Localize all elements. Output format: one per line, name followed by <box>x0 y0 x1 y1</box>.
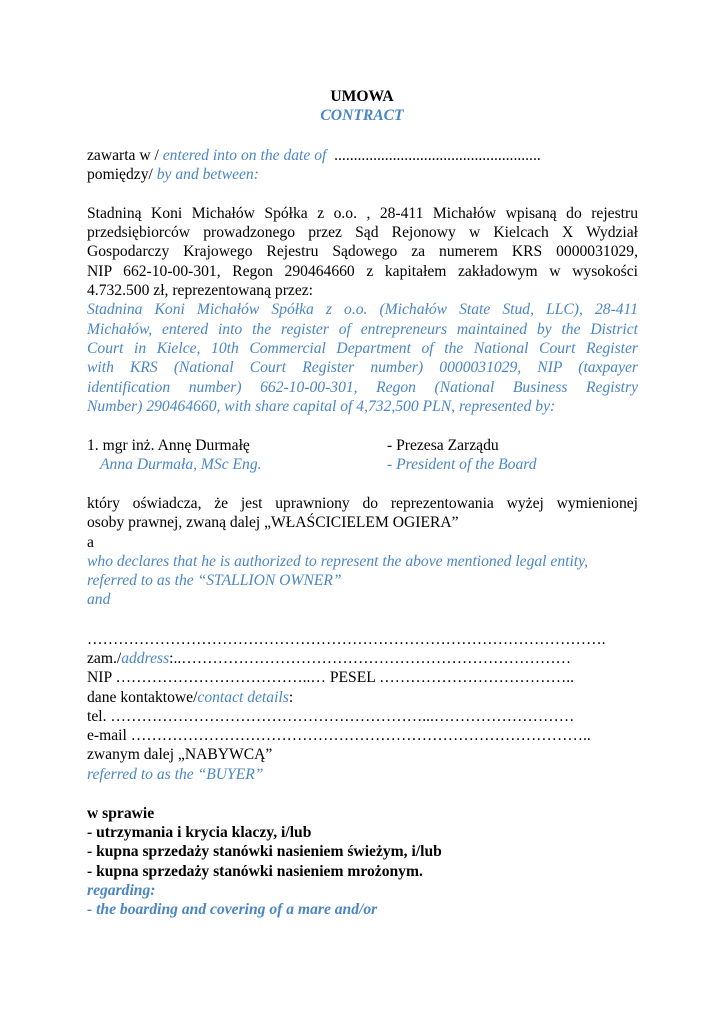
regarding-en-line: regarding: <box>87 882 156 899</box>
declaration-pl-line: osoby prawnej, zwaną dalej „WŁAŚCICIELEM OGIERA” <box>87 514 459 531</box>
contact-label-pl: dane kontaktowe/ <box>87 689 198 706</box>
party1-en-line: identification number) 662-10-00-301, Regon (National Business Registry <box>87 379 638 396</box>
regarding-pl-line: w sprawie <box>87 805 155 822</box>
buyer-address-line <box>87 649 571 668</box>
regarding-pl-line: - utrzymania i krycia klaczy, i/lub <box>87 824 312 841</box>
declaration-pl-line: który oświadcza, że jest uprawniony do reprezentowania wyżej wymienionej <box>87 495 638 512</box>
buyer-called-pl: zwanym dalej „NABYWCĄ” <box>87 746 273 763</box>
buyer-contact-line <box>87 688 293 707</box>
declaration-en-line: who declares that he is authorized to represent the above mentioned legal entity, <box>87 553 589 570</box>
date-blank: ..................................................... <box>334 147 541 164</box>
buyer-tel-line: tel. ……………………………………………………...……………………… <box>87 708 575 725</box>
between-en: by and between: <box>156 166 259 183</box>
address-label-en: address <box>121 650 170 667</box>
party1-en-line: Number) 290464660, with share capital of 4,732,500 PLN, represented by: <box>87 398 556 415</box>
address-label-pl: zam./ <box>87 650 122 667</box>
regarding-pl-line: - kupna sprzedaży stanówki nasieniem świeżym, i/lub <box>87 843 442 860</box>
representative-role-en: - President of the Board <box>387 456 537 473</box>
title-en: CONTRACT <box>320 107 404 124</box>
regarding-en-line: - the boarding and covering of a mare and/or <box>87 901 378 918</box>
intro-en: entered into on the date of <box>162 147 327 164</box>
party1-en-line: with KRS (National Court Register number) 0000031029, NIP (taxpayer <box>87 359 638 376</box>
representative-name-en: Anna Durmała, MSc Eng. <box>100 456 262 473</box>
party1-en-line: Court in Kielce, 10th Commercial Department of the National Court Register <box>87 340 638 357</box>
party1-en-line: Michałów, entered into the register of entrepreneurs maintained by the District <box>87 321 638 338</box>
representative-name-pl: 1. mgr inż. Annę Durmałę <box>87 437 250 454</box>
party1-pl-line: NIP 662-10-00-301, Regon 290464660 z kapitałem zakładowym w wysokości <box>87 263 638 280</box>
party1-pl-line: Gospodarczy Krajowego Rejestru Sądowego za numerem KRS 0000031029, <box>87 243 638 260</box>
declaration-en-line: referred to as the “STALLION OWNER” <box>87 572 342 589</box>
intro-pl: zawarta w / <box>87 147 163 164</box>
address-blank: :..………………………………………………………………… <box>169 650 572 667</box>
party1-pl-line: 4.732.500 zł, reprezentowaną przez: <box>87 282 314 299</box>
buyer-called-en: referred to as the “BUYER” <box>87 766 264 783</box>
party1-pl-line: przedsiębiorców prowadzonego przez Sąd Rejonowy w Kielcach X Wydział <box>87 224 638 241</box>
contact-label-en: contact details <box>197 689 289 706</box>
regarding-pl-line: - kupna sprzedaży stanówki nasieniem mrożonym. <box>87 863 423 880</box>
between-pl: pomiędzy/ <box>87 166 157 183</box>
title-pl: UMOWA <box>330 88 394 105</box>
declaration-pl-line: a <box>87 534 94 551</box>
intro-line-2 <box>87 165 259 184</box>
party1-pl-line: Stadniną Koni Michałów Spółka z o.o. , 28-411 Michałów wpisaną do rejestru <box>87 205 638 222</box>
party1-en-line: Stadnina Koni Michałów Spółka z o.o. (Michałów State Stud, LLC), 28-411 <box>87 301 638 318</box>
representative-role-pl: - Prezesa Zarządu <box>387 437 499 454</box>
buyer-nip-pesel-line: NIP ………………………………..… PESEL ……………………………….. <box>87 669 575 686</box>
contact-colon: : <box>288 689 294 706</box>
declaration-en-line: and <box>87 591 111 608</box>
buyer-name-blank: ………………………………………………………………………………………. <box>87 631 606 648</box>
intro-line-1 <box>87 146 541 165</box>
buyer-email-line: e-mail …………………………………………………………………………….. <box>87 727 591 744</box>
